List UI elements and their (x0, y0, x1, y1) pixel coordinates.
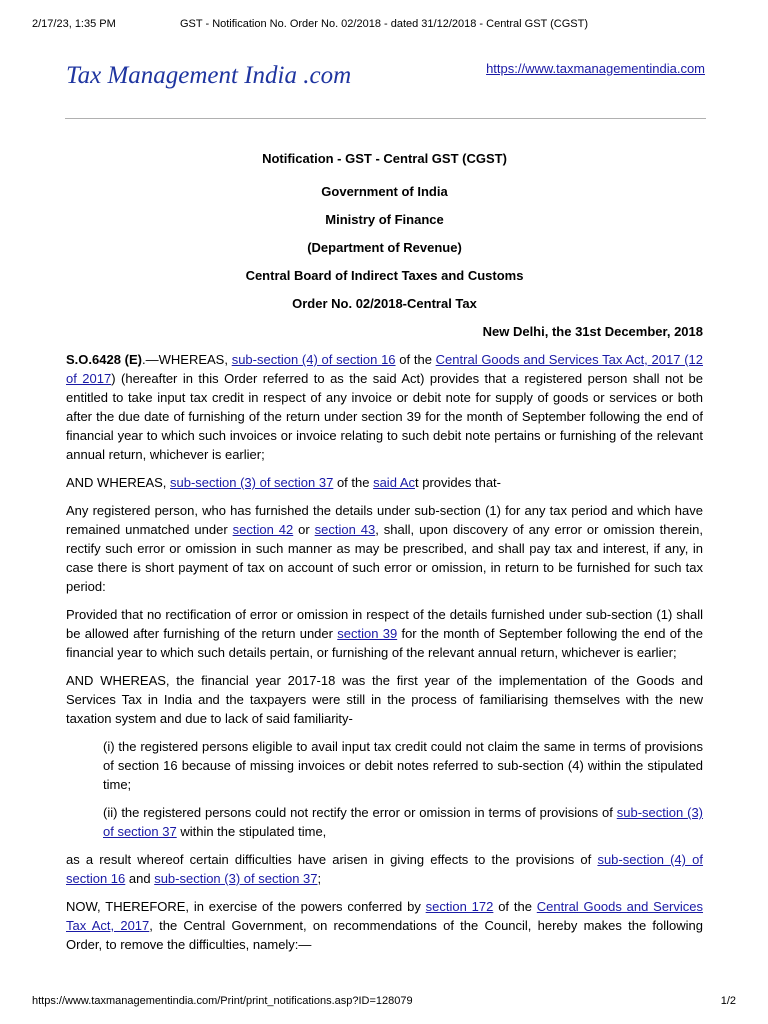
link-section-172[interactable]: section 172 (425, 899, 494, 914)
paragraph-section-37-text (66, 501, 703, 596)
notification-heading: Notification - GST - Central GST (CGST) (262, 151, 507, 166)
link-section-37-3[interactable]: sub-section (3) of section 37 (103, 805, 704, 839)
link-said-act[interactable]: said Ac (373, 475, 415, 490)
link-cgst-act[interactable]: Central Goods and Services Tax Act, 2017 (12 of 2017 (66, 352, 703, 386)
link-section-37-3[interactable]: sub-section (3) of section 37 (170, 475, 334, 490)
text: .—WHEREAS, (142, 352, 232, 367)
link-section-43[interactable]: section 43 (314, 522, 376, 537)
paragraph-difficulties (66, 850, 703, 888)
text: ; (317, 871, 322, 886)
text: within the stipulated time, (176, 824, 327, 839)
text: t provides that- (415, 475, 501, 490)
text: AND WHEREAS, (66, 475, 171, 490)
order-number: Order No. 02/2018-Central Tax (292, 296, 477, 311)
text: of the (333, 475, 374, 490)
text: ) (hereafter in this Order referred to as the said Act) provides that a registered person shall not be entitled to take input tax credit in respect of any invoice or debit note for supply of goods or services or both after the due date of furnishing of the return under section 39 for the month of September following the end of financial year to which such invoices or invoice relating to such debit note pertains or furnishing of the relevant annual return, whichever is earlier; (66, 371, 704, 462)
clause-ii (103, 803, 703, 841)
print-footer (32, 994, 736, 1008)
link-section-42[interactable]: section 42 (232, 522, 294, 537)
so-number: S.O.6428 (E) (66, 352, 142, 367)
notification-content (66, 149, 703, 963)
text: NOW, THEREFORE, in exercise of the powers conferred by (66, 899, 426, 914)
text: and (125, 871, 155, 886)
link-section-16-4[interactable]: sub-section (4) of section 16 (66, 852, 704, 886)
text: AND WHEREAS, the financial year 2017-18 was the first year of the implementation of the Goods and Services Tax in India and the taxpayers were still in the process of familiarising themselves with the new taxation system and due to lack of said familiarity- (66, 673, 703, 726)
text: , the Central Government, on recommendations of the Council, hereby makes the following Order, to remove the difficulties, namely:— (66, 918, 703, 952)
print-title: GST - Notification No. Order No. 02/2018 - dated 31/12/2018 - Central GST (CGST) (180, 18, 588, 30)
clause-i (103, 737, 703, 794)
text: or (293, 522, 315, 537)
text: Provided that no rectification of error or omission in respect of the details furnished under sub-section (1) shall be allowed after furnishing of the return under (66, 607, 703, 641)
text: of the (395, 352, 436, 367)
ministry-heading: Ministry of Finance (325, 212, 444, 227)
site-link[interactable]: https://www.taxmanagementindia.com (486, 61, 705, 76)
print-date: 2/17/23, 1:35 PM (32, 18, 116, 30)
print-header (32, 17, 736, 31)
link-cgst-act[interactable]: Central Goods and Services Tax Act, 2017 (66, 899, 704, 933)
paragraph-whereas-2 (66, 473, 703, 492)
text: as a result whereof certain difficulties have arisen in giving effects to the provisions of (66, 852, 598, 867)
text: , shall, upon discovery of any error or omission therein, rectify such error or omission in such manner as may be prescribed, and shall pay tax and interest, if any, in case there is short payment of tax on account of such error or omission, in return to be furnished for such tax period: (66, 522, 703, 594)
paragraph-now-therefore (66, 897, 703, 954)
paragraph-proviso (66, 605, 703, 662)
link-section-39[interactable]: section 39 (337, 626, 398, 641)
print-url: https://www.taxmanagementindia.com/Print/print_notifications.asp?ID=128079 (32, 995, 413, 1007)
text: (i) the registered persons eligible to avail input tax credit could not claim the same in terms of provisions of section 16 because of missing invoices or debit notes referred to sub-section (4) within the stipulated time; (103, 739, 703, 792)
paragraph-whereas-3 (66, 671, 703, 728)
site-logo[interactable]: Tax Management India .com (66, 62, 352, 89)
board-heading: Central Board of Indirect Taxes and Customs (245, 268, 524, 283)
paragraph-whereas-1 (66, 350, 703, 464)
link-section-37-3[interactable]: sub-section (3) of section 37 (154, 871, 318, 886)
department-heading: (Department of Revenue) (307, 240, 462, 255)
text: for the month of September following the end of the financial year to which such details pertain, or furnishing of the relevant annual return, whichever is earlier; (66, 626, 703, 660)
government-heading: Government of India (321, 184, 448, 199)
header-divider (65, 118, 706, 119)
text: (ii) the registered persons could not rectify the error or omission in terms of provisions of (103, 805, 617, 820)
page-number: 1/2 (720, 995, 736, 1007)
dateline: New Delhi, the 31st December, 2018 (482, 324, 703, 339)
text: Any registered person, who has furnished the details under sub-section (1) for any tax period and which have remained unmatched under (66, 503, 703, 537)
link-section-16-4[interactable]: sub-section (4) of section 16 (231, 352, 396, 367)
text: of the (493, 899, 537, 914)
